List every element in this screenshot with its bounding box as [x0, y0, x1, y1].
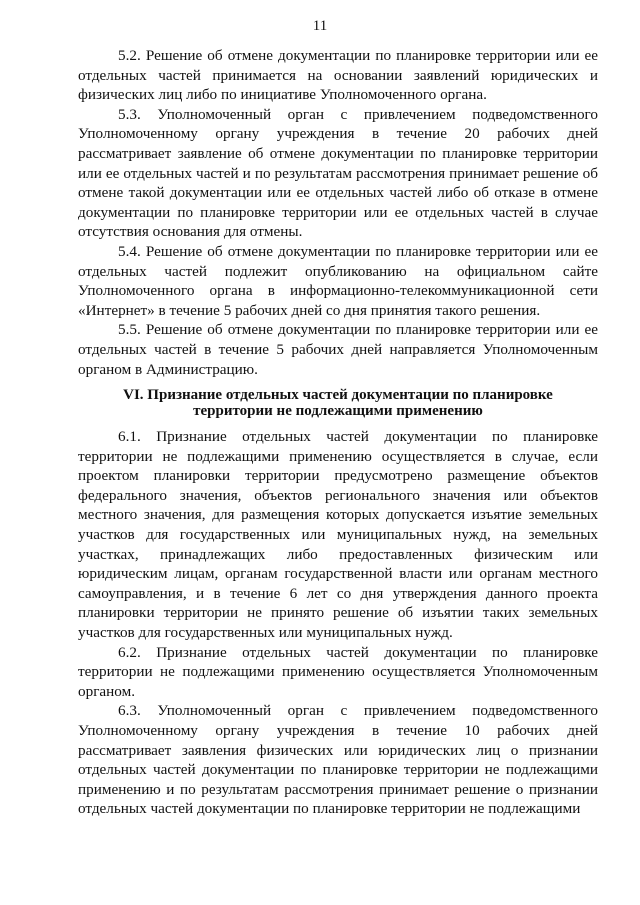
- paragraph-5-2: 5.2. Решение об отмене документации по планировке территории или ее отдельных частей принимается на основании заявлений юридических и физических лиц либо по инициативе Уполномоченного органа.: [78, 47, 598, 104]
- document-body: [78, 46, 598, 819]
- paragraph-6-1: 6.1. Признание отдельных частей документации по планировке территории не подлежащими применению осуществляется в случае, если проектом планировки территории предусмотрено размещение объектов федерального значения, объектов регионального значения или объектов местного значения, для размещения которых допускается изъятие земельных участков для государственных или муниципальных нужд, на земельных участках, принадлежащих либо предоставленных физическим или юридическим лицам, органам государственной власти или органам местного самоуправления, и в течение 6 лет со дня утверждения данного проекта планировки территории не принято решение об изъятии таких земельных участков для государственных или муниципальных нужд.: [78, 428, 598, 642]
- section-heading-line-1: VI. Признание отдельных частей документации по планировке: [123, 387, 553, 404]
- section-heading-line-2: территории не подлежащими применению: [193, 403, 483, 420]
- section-heading: [78, 387, 598, 419]
- paragraph-6-2: 6.2. Признание отдельных частей документации по планировке территории не подлежащими применению осуществляется Уполномоченным органом.: [78, 643, 598, 700]
- paragraph-6-3: 6.3. Уполномоченный орган с привлечением подведомственного Уполномоченному органу учреждения в течение 10 рабочих дней рассматривает заявления физических или юридических лиц о признании отдельных частей документации по планировке территории не подлежащими применению и по результатам рассмотрения принимает решение о признании отдельных частей документации по планировке территории не подлежащими: [78, 702, 598, 818]
- page-number: 11: [312, 18, 328, 34]
- paragraph-5-3: 5.3. Уполномоченный орган с привлечением подведомственного Уполномоченному органу учреждения в течение 20 рабочих дней рассматривает заявление об отмене документации по планировке территории или ее отдельных частей и по результатам рассмотрения принимает решение об отмене такой документации или ее отдельных частей либо об отказе в отмене документации по планировке территории или ее отдельных частей в случае отсутствия основания для отмены.: [78, 105, 598, 241]
- paragraph-5-4: 5.4. Решение об отмене документации по планировке территории или ее отдельных частей подлежит опубликованию на официальном сайте Уполномоченного органа в информационно-телекоммуникационной сети «Интернет» в течение 5 рабочих дней со дня принятия такого решения.: [78, 242, 598, 319]
- paragraph-5-5: 5.5. Решение об отмене документации по планировке территории или ее отдельных частей в течение 5 рабочих дней направляется Уполномоченным органом в Администрацию.: [78, 321, 598, 378]
